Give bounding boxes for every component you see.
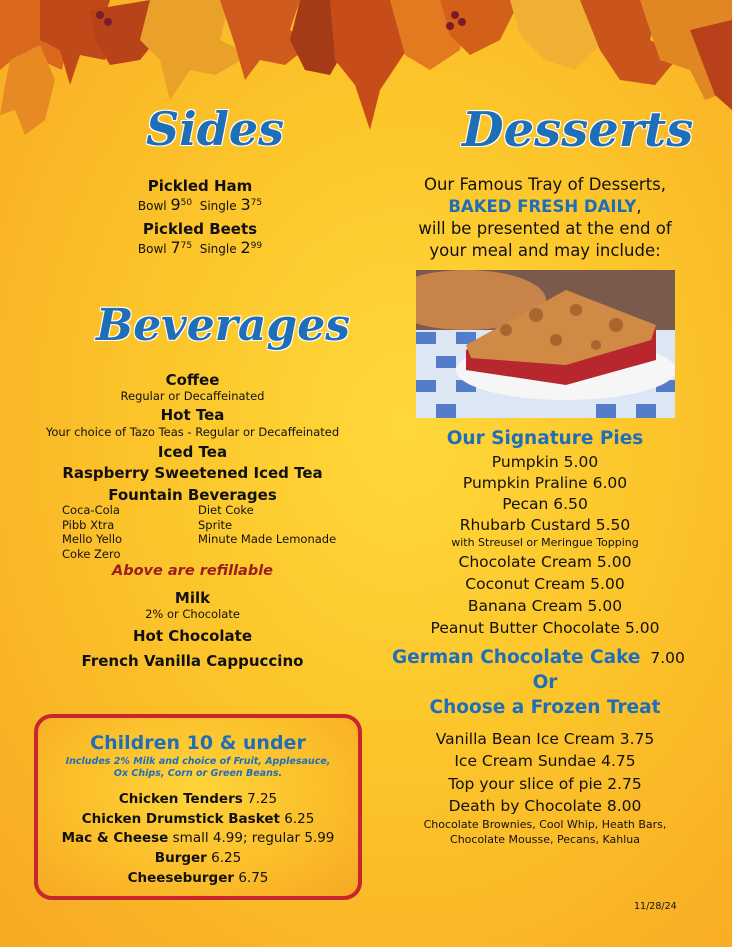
pie-image: [416, 270, 675, 418]
side-name: Pickled Beets: [142, 220, 258, 238]
item-price: small 4.99; regular 5.99: [172, 830, 335, 846]
beverage-hot-tea: Hot Tea: [160, 406, 225, 424]
children-note: Ox Chips, Corn or Green Beans.: [113, 768, 283, 779]
list-item: Coconut Cream 5.00: [465, 575, 625, 593]
list-item: [38, 870, 358, 886]
pie-photo: [416, 270, 675, 418]
menu-date: 11/28/24: [634, 901, 677, 912]
item-name: Cheeseburger: [127, 870, 235, 886]
item-price: 7.25: [247, 791, 278, 807]
list-item: [38, 811, 358, 827]
list-item: Pibb Xtra: [62, 517, 115, 532]
list-item: [38, 850, 358, 866]
beverage-hot-chocolate: Hot Chocolate: [132, 627, 253, 645]
sides-title: Sides: [146, 102, 285, 156]
list-item: Banana Cream 5.00: [467, 597, 623, 615]
beverage-fountain: Fountain Beverages: [108, 486, 277, 504]
side-item: [70, 177, 330, 214]
item-name: Mac & Cheese: [61, 830, 169, 846]
list-item: Mello Yello: [62, 532, 123, 546]
bowl-dollars: 9: [170, 195, 181, 214]
baked-fresh-highlight: BAKED FRESH DAILY: [448, 197, 637, 216]
bowl-cents: 50: [180, 198, 193, 208]
beverage-iced-tea: Iced Tea: [157, 443, 228, 461]
beverage-note: Your choice of Tazo Teas - Regular or Decaffeinated: [45, 425, 340, 439]
item-price: 6.25: [284, 811, 315, 827]
desserts-intro: [390, 196, 700, 218]
children-title: Children 10 & under: [90, 732, 306, 754]
list-item: Pumpkin 5.00: [491, 453, 599, 471]
list-item: Rhubarb Custard 5.50: [459, 516, 631, 534]
or-separator: Or: [532, 672, 558, 693]
side-price: [70, 195, 330, 214]
desserts-title: Desserts: [462, 102, 694, 158]
children-menu-box: [34, 714, 362, 900]
bowl-dollars: 7: [170, 238, 181, 257]
single-label: Single: [199, 199, 237, 213]
list-item: Death by Chocolate 8.00: [448, 797, 642, 815]
list-item: Coke Zero: [62, 546, 121, 561]
german-cake: [392, 647, 685, 668]
list-item: Peanut Butter Chocolate 5.00: [430, 619, 660, 637]
beverage-cappuccino: French Vanilla Cappuccino: [81, 652, 304, 670]
side-item: [70, 220, 330, 257]
single-cents: 99: [250, 241, 263, 251]
list-item: Vanilla Bean Ice Cream 3.75: [435, 730, 655, 748]
refillable-note: Above are refillable: [111, 563, 274, 579]
single-cents: 75: [250, 198, 263, 208]
death-note: Chocolate Brownies, Cool Whip, Heath Bars,: [423, 818, 667, 831]
bowl-cents: 75: [180, 241, 193, 251]
beverage-raspberry-tea: Raspberry Sweetened Iced Tea: [62, 464, 323, 482]
beverage-milk: Milk: [174, 589, 211, 607]
list-item: Pecan 6.50: [502, 495, 588, 513]
desserts-intro: Our Famous Tray of Desserts,: [423, 175, 667, 194]
pies-title: Our Signature Pies: [446, 428, 644, 449]
children-note: Includes 2% Milk and choice of Fruit, Applesauce,: [65, 756, 331, 767]
list-item: Chocolate Cream 5.00: [458, 553, 632, 571]
list-item: [38, 830, 358, 846]
single-label: Single: [199, 242, 237, 256]
single-dollars: 3: [240, 195, 251, 214]
intro-comma: ,: [636, 197, 642, 216]
single-dollars: 2: [240, 238, 251, 257]
item-name: Chicken Drumstick Basket: [81, 811, 280, 827]
list-item: Coca-Cola: [62, 503, 120, 517]
list-item: Top your slice of pie 2.75: [448, 775, 642, 793]
desserts-intro: will be presented at the end of: [418, 219, 672, 238]
desserts-intro: your meal and may include:: [429, 241, 661, 260]
rhubarb-note: with Streusel or Meringue Topping: [451, 536, 639, 549]
frozen-title: Choose a Frozen Treat: [429, 697, 661, 718]
bowl-label: Bowl: [137, 199, 167, 213]
side-price: [70, 238, 330, 257]
list-item: Ice Cream Sundae 4.75: [454, 752, 636, 770]
bowl-label: Bowl: [137, 242, 167, 256]
item-price: 6.25: [211, 850, 242, 866]
death-note: Chocolate Mousse, Pecans, Kahlua: [450, 833, 640, 846]
list-item: Sprite: [198, 517, 233, 532]
german-cake-price: 7.00: [650, 649, 685, 667]
beverages-title: Beverages: [96, 300, 350, 351]
beverage-note: 2% or Chocolate: [145, 607, 240, 621]
german-cake-name: German Chocolate Cake: [392, 647, 641, 668]
beverage-note: Regular or Decaffeinated: [120, 389, 265, 403]
side-name: Pickled Ham: [147, 177, 253, 195]
list-item: [38, 791, 358, 807]
item-name: Chicken Tenders: [118, 791, 243, 807]
list-item: Minute Made Lemonade: [198, 532, 337, 546]
list-item: Pumpkin Praline 6.00: [462, 474, 628, 492]
list-item: Diet Coke: [198, 503, 254, 517]
item-price: 6.75: [238, 870, 269, 886]
item-name: Burger: [154, 850, 207, 866]
beverage-coffee: Coffee: [165, 371, 220, 389]
